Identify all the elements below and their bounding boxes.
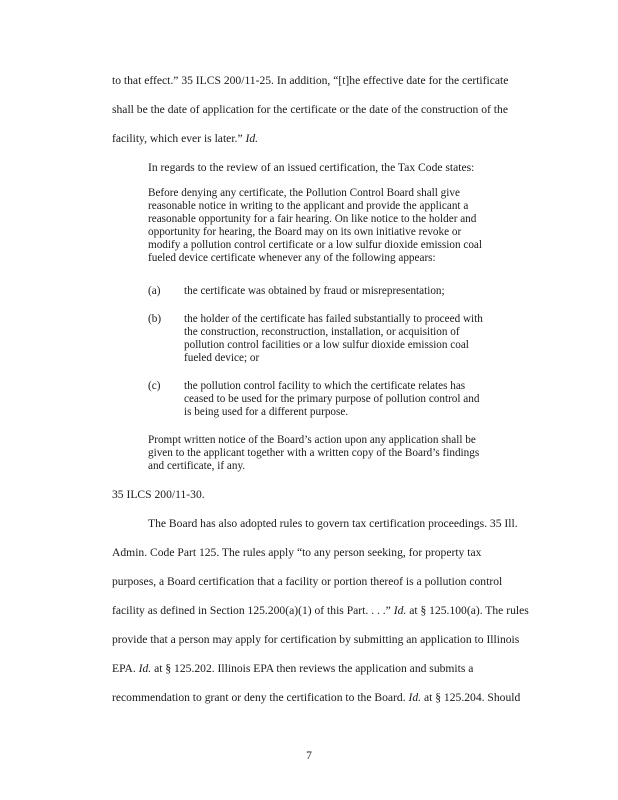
quote-line-3: reasonable opportunity for a fair hearing. On like notice to the holder and: [148, 213, 477, 225]
list-label-c: (c): [148, 380, 161, 392]
body-bottom-line-7: [112, 691, 520, 705]
body-line-2: shall be the date of application for the certificate or the date of the construction of the: [112, 103, 508, 116]
body-line-1: to that effect.” 35 ILCS 200/11-25. In addition, “[t]he effective date for the certificate: [112, 74, 509, 87]
body-bottom-line-6: [112, 662, 473, 676]
id-citation: Id.: [408, 691, 422, 704]
body-line-3-text: facility, which ever is later.”: [112, 132, 246, 145]
body-bottom-line-2: Admin. Code Part 125. The rules apply “to any person seeking, for property tax: [112, 546, 482, 559]
list-item-b-line-4: fueled device; or: [184, 352, 260, 364]
id-citation: Id.: [245, 132, 259, 145]
list-label-a: (a): [148, 285, 161, 297]
quote-line-5: modify a pollution control certificate or a low sulfur dioxide emission coal: [148, 239, 482, 251]
quote-line-2: reasonable notice in writing to the applicant and provide the applicant a: [148, 200, 469, 212]
body-bottom-line-4: [112, 604, 529, 618]
quote-line-1: Before denying any certificate, the Pollution Control Board shall give: [148, 187, 460, 199]
id-citation: Id.: [138, 662, 152, 675]
list-item-b-line-2: the construction, reconstruction, installation, or acquisition of: [184, 326, 460, 338]
quote-line-4: opportunity for hearing, the Board may on its own initiative revoke or: [148, 226, 462, 238]
list-item-b-line-1: the holder of the certificate has failed substantially to proceed with: [184, 313, 483, 325]
body-bottom-line-3: purposes, a Board certification that a facility or portion thereof is a pollution control: [112, 575, 503, 588]
body-line-3: [112, 132, 258, 146]
body-bottom-line-6-b: at § 125.202. Illinois EPA then reviews the application and submits a: [151, 662, 474, 675]
body-bottom-line-5: provide that a person may apply for certification by submitting an application to Illinois: [112, 633, 520, 646]
intro-sentence: In regards to the review of an issued certification, the Tax Code states:: [148, 161, 475, 174]
page-number: 7: [306, 750, 312, 762]
quote-closing-line-3: and certificate, if any.: [148, 460, 246, 472]
list-item-c-line-3: is being used for a different purpose.: [184, 406, 349, 418]
body-bottom-line-1: The Board has also adopted rules to govern tax certification proceedings. 35 Ill.: [148, 517, 518, 530]
list-item-c-line-1: the pollution control facility to which the certificate relates has: [184, 380, 466, 392]
statute-citation: 35 ILCS 200/11-30.: [112, 488, 205, 501]
body-bottom-line-4-b: at § 125.100(a). The rules: [406, 604, 529, 617]
list-item-c-line-2: ceased to be used for the primary purpose of pollution control and: [184, 393, 480, 405]
quote-closing-line-1: Prompt written notice of the Board’s action upon any application shall be: [148, 434, 476, 446]
list-label-b: (b): [148, 313, 162, 325]
body-bottom-line-7-a: recommendation to grant or deny the certification to the Board.: [112, 691, 409, 704]
quote-closing-line-2: given to the applicant together with a written copy of the Board’s findings: [148, 447, 480, 459]
body-bottom-line-7-b: at § 125.204. Should: [421, 691, 521, 704]
list-item-a-line-1: the certificate was obtained by fraud or misrepresentation;: [184, 285, 445, 297]
id-citation: Id.: [393, 604, 407, 617]
body-bottom-line-6-a: EPA.: [112, 662, 139, 675]
list-item-b-line-3: pollution control facilities or a low sulfur dioxide emission coal: [184, 339, 469, 351]
quote-line-6: fueled device certificate whenever any of the following appears:: [148, 252, 436, 264]
body-bottom-line-4-a: facility as defined in Section 125.200(a)(1) of this Part. . . .”: [112, 604, 394, 617]
